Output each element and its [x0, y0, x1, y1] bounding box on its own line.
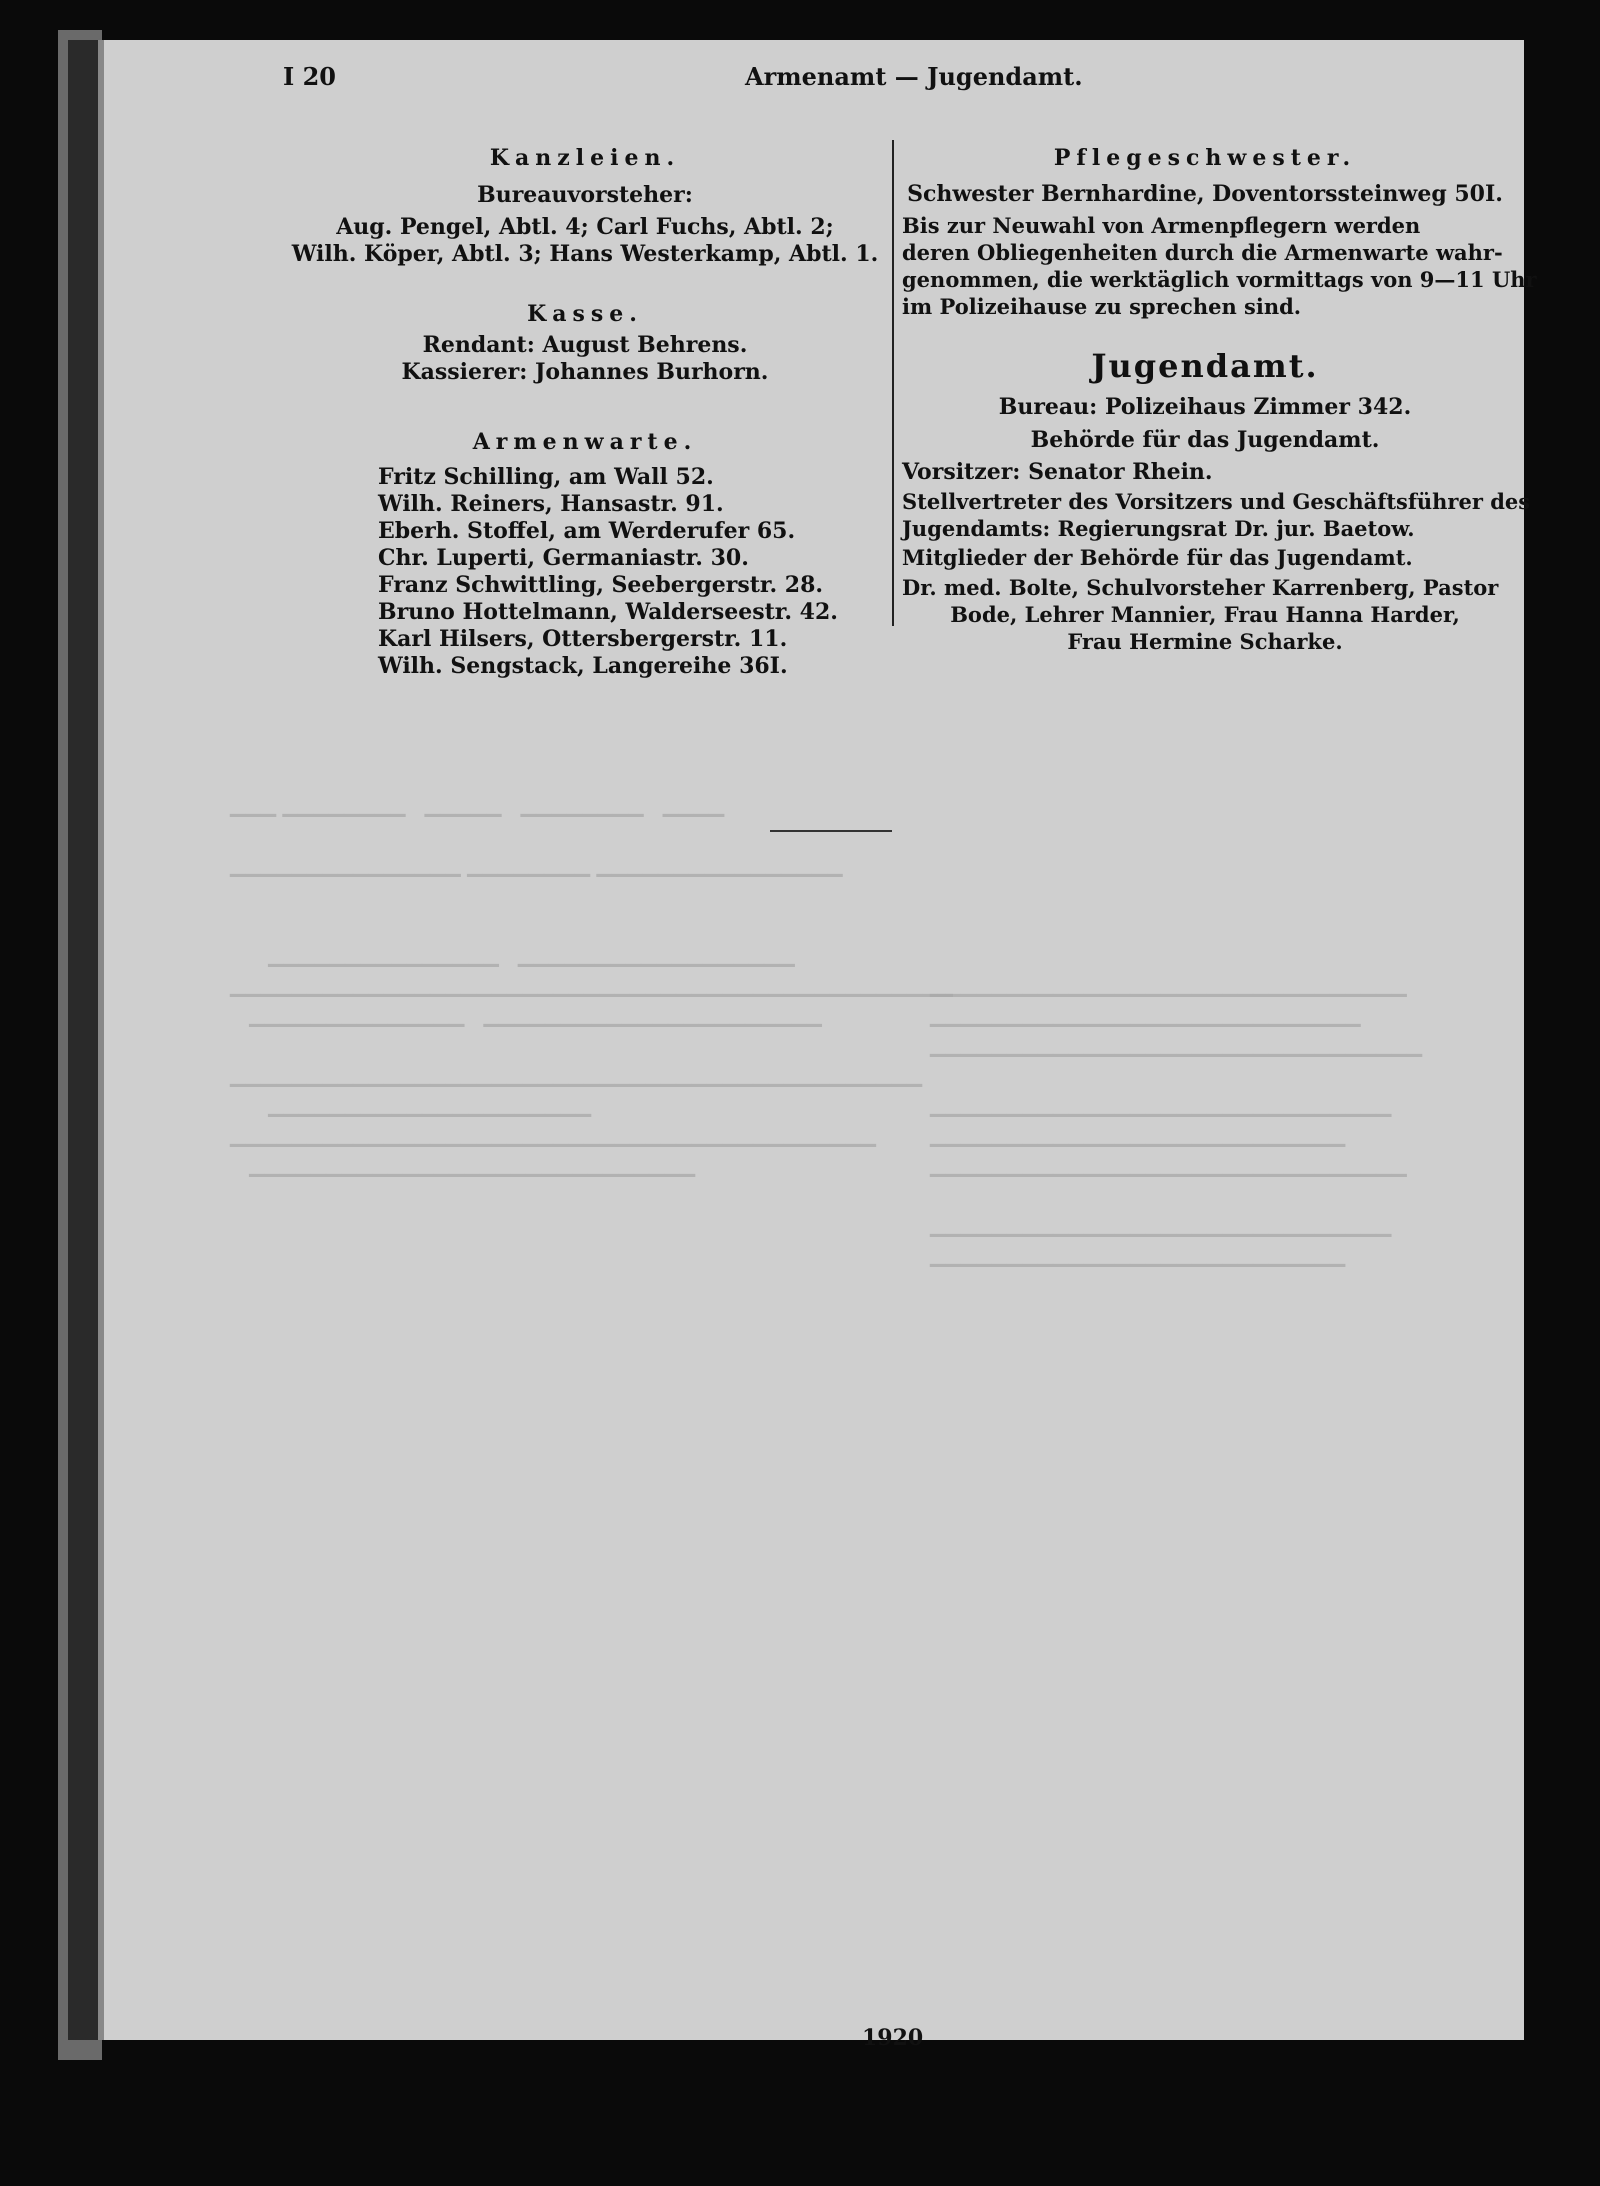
armenwart-entry: Bruno Hottelmann, Walderseestr. 42.	[378, 599, 838, 625]
mitglieder-line: Dr. med. Bolte, Schulvorsteher Karrenberg, Pastor	[902, 575, 1499, 600]
stellvertreter-line: Jugendamts: Regierungsrat Dr. jur. Baetow.	[902, 516, 1415, 541]
page-number: I 20	[283, 62, 336, 91]
bureauvorsteher-heading: Bureauvorsteher:	[477, 182, 693, 208]
neuwahl-line: Bis zur Neuwahl von Armenpflegern werden	[902, 213, 1421, 238]
armenwart-entry: Karl Hilsers, Ottersbergerstr. 11.	[378, 626, 788, 652]
kanzleien-heading: Kanzleien.	[489, 145, 681, 171]
armenwarte-heading: Armenwarte.	[472, 429, 698, 455]
behoerde-heading: Behörde für das Jugendamt.	[1030, 427, 1380, 453]
kasse-heading: Kasse.	[527, 301, 643, 327]
mitglieder-heading: Mitglieder der Behörde für das Jugendamt.	[902, 545, 1413, 570]
section-end-rule	[770, 830, 892, 832]
right-column	[902, 140, 1537, 655]
bureauvorsteher-line: Aug. Pengel, Abtl. 4; Carl Fuchs, Abtl. 2;	[336, 214, 834, 240]
jugendamt-heading: Jugendamt.	[1091, 347, 1319, 385]
running-title: Armenamt — Jugendamt.	[745, 62, 1083, 91]
bleed-through-texture-2: ▁▁▁▁▁▁▁▁▁▁▁▁▁▁▁▁▁▁▁▁▁▁▁▁▁▁▁▁▁▁▁ ▁▁▁▁▁▁▁▁▁▁▁▁▁▁▁▁▁▁▁▁▁▁▁▁▁▁▁▁ ▁▁▁▁▁▁▁▁▁▁▁▁▁▁▁▁▁▁▁▁▁▁▁▁▁▁▁▁▁▁▁▁ ▁▁▁▁▁▁▁▁▁▁▁▁▁▁▁▁▁▁▁▁▁▁▁▁▁▁▁▁▁▁ ▁▁▁▁▁▁▁▁▁▁▁▁▁▁▁▁▁▁▁▁▁▁▁▁▁▁▁ ▁▁▁▁▁▁▁▁▁▁▁▁▁▁▁▁▁▁▁▁▁▁▁▁▁▁▁▁▁▁▁ ▁▁▁▁▁▁▁▁▁▁▁▁▁▁▁▁▁▁▁▁▁▁▁▁▁▁▁▁▁▁ ▁▁▁▁▁▁▁▁▁▁▁▁▁▁▁▁▁▁▁▁▁▁▁▁▁▁▁	[930, 973, 1423, 1267]
armenwart-entry: Wilh. Sengstack, Langereihe 36I.	[378, 653, 788, 679]
armenwart-entry: Chr. Luperti, Germaniastr. 30.	[378, 545, 749, 571]
neuwahl-line: genommen, die werktäglich vormittags von 9—11 Uhr	[902, 267, 1537, 292]
page-footer-year: 1920	[862, 2025, 924, 2051]
book-spine-shadow	[58, 30, 102, 2060]
bureau-line: Bureau: Polizeihaus Zimmer 342.	[998, 394, 1412, 420]
pflegeschwester-line: Schwester Bernhardine, Doventorssteinweg 50I.	[907, 181, 1503, 207]
kassierer-line: Kassierer: Johannes Burhorn.	[401, 359, 769, 385]
mitglieder-line: Bode, Lehrer Mannier, Frau Hanna Harder,	[950, 602, 1460, 627]
bureauvorsteher-line: Wilh. Köper, Abtl. 3; Hans Westerkamp, Abtl. 1.	[291, 241, 879, 267]
neuwahl-line: im Polizeihause zu sprechen sind.	[902, 294, 1302, 319]
stellvertreter-line: Stellvertreter des Vorsitzers und Geschäftsführer des	[902, 489, 1531, 514]
armenwart-entry: Franz Schwittling, Seebergerstr. 28.	[378, 572, 824, 598]
mitglieder-line: Frau Hermine Scharke.	[1067, 629, 1343, 654]
bleed-through-texture: ▁▁▁ ▁▁▁▁▁▁▁▁ ▁▁▁▁▁ ▁▁▁▁▁▁▁▁ ▁▁▁▁ ▁▁▁▁▁▁▁▁▁▁▁▁▁▁▁ ▁▁▁▁▁▁▁▁ ▁▁▁▁▁▁▁▁▁▁▁▁▁▁▁▁ ▁▁▁▁▁▁▁▁▁▁▁▁▁▁▁ ▁▁▁▁▁▁▁▁▁▁▁▁▁▁▁▁▁▁ ▁▁▁▁▁▁▁▁▁▁▁▁▁▁▁▁▁▁▁▁▁▁▁▁▁▁▁▁▁▁▁▁▁▁▁▁▁▁▁▁▁▁▁▁▁▁▁ ▁▁▁▁▁▁▁▁▁▁▁▁▁▁ ▁▁▁▁▁▁▁▁▁▁▁▁▁▁▁▁▁▁▁▁▁▁ ▁▁▁▁▁▁▁▁▁▁▁▁▁▁▁▁▁▁▁▁▁▁▁▁▁▁▁▁▁▁▁▁▁▁▁▁▁▁▁▁▁▁▁▁▁ ▁▁▁▁▁▁▁▁▁▁▁▁▁▁▁▁▁▁▁▁▁ ▁▁▁▁▁▁▁▁▁▁▁▁▁▁▁▁▁▁▁▁▁▁▁▁▁▁▁▁▁▁▁▁▁▁▁▁▁▁▁▁▁▁ ▁▁▁▁▁▁▁▁▁▁▁▁▁▁▁▁▁▁▁▁▁▁▁▁▁▁▁▁▁	[230, 793, 953, 1177]
left-column	[290, 140, 880, 680]
armenwarte-list	[290, 464, 880, 680]
armenwart-entry: Wilh. Reiners, Hansastr. 91.	[378, 491, 724, 517]
neuwahl-line: deren Obliegenheiten durch die Armenwarte wahr-	[902, 240, 1503, 265]
vorsitzer-line: Vorsitzer: Senator Rhein.	[902, 459, 1213, 485]
rendant-line: Rendant: August Behrens.	[422, 332, 748, 358]
armenwart-entry: Eberh. Stoffel, am Werderufer 65.	[378, 518, 796, 544]
pflegeschwester-heading: Pflegeschwester.	[1053, 145, 1357, 171]
column-divider	[892, 140, 894, 626]
armenwart-entry: Fritz Schilling, am Wall 52.	[378, 464, 714, 490]
